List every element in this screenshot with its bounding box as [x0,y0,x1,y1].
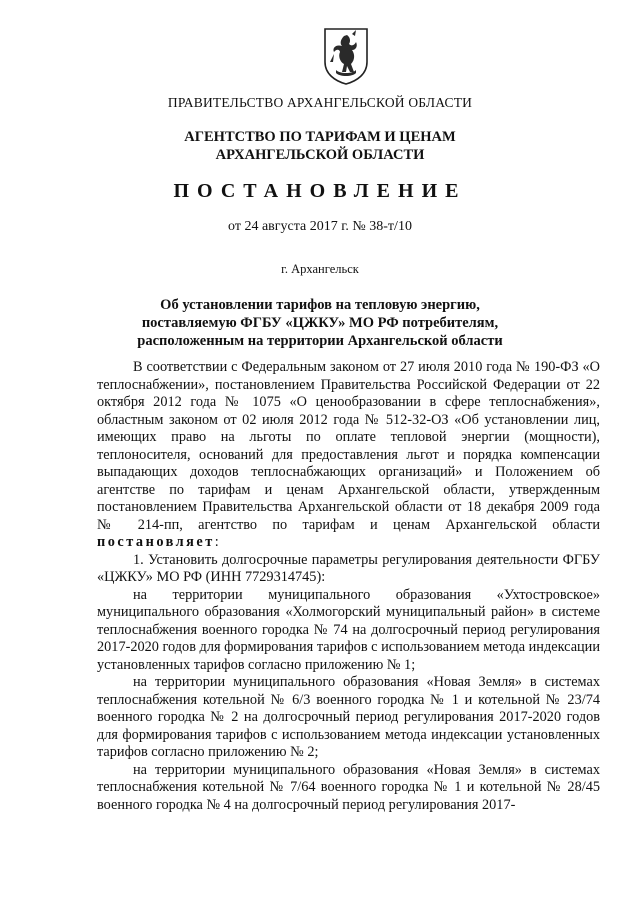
document-type: ПОСТАНОВЛЕНИЕ [173,180,467,202]
preamble-tail: : [214,534,219,550]
clause-1: 1. Установить долгосрочные параметры регулирования деятельности ФГБУ «ЦЖКУ» МО РФ (ИНН 7729314745): [97,551,600,585]
agency-name [0,128,640,164]
subject-line2: поставляемую ФГБУ «ЦЖКУ» МО РФ потребителям, [141,315,499,331]
subject-line3: расположенным на территории Архангельской области [137,333,503,349]
clause-1-item-2: на территории муниципального образования «Новая Земля» в системах теплоснабжения котельной № 6/3 военного городка № 1 и котельной № 23/74 военного городка № 2 на долгосрочный период регулирования 2017-2020 годов для формирования тарифов с использованием метода индексации установленных тарифов согласно приложению № 2; [97,674,600,760]
preamble-text: В соответствии с Федеральным законом от 27 июля 2010 года № 190-ФЗ «О теплоснабжении», постановлением Правительства Российской Федерации от 22 октября 2012 года № 1075 «О ценообразовании в сфере теплоснабжения», областным законом от 02 июля 2012 года № 512-32-ОЗ «Об установлении лиц, имеющих право на льготы по оплате тепловой энергии (мощности), теплоносителя, оснований для предоставления льгот и порядка компенсации выпадающих доходов теплоснабжающих организаций» и Положением об агентстве по тарифам и ценам Архангельской области, утвержденным постановлением Правительства Архангельской области от 18 декабря 2009 года № 214-пп, агентство по тарифам и ценам Архангельской области [97,359,600,533]
date-and-number: от 24 августа 2017 г. № 38-т/10 [228,219,412,234]
document-body [97,359,600,814]
clause-1-item-1: на территории муниципального образования «Ухтостровское» муниципального образования «Холмогорский муниципальный район» в системе теплоснабжения военного городка № 74 на долгосрочный период регулирования 2017-2020 годов для формирования тарифов с использованием метода индексации установленных тарифов согласно приложению № 1; [97,586,600,673]
resolves-word: постановляет [97,534,215,550]
subject-line1: Об установлении тарифов на тепловую энергию, [160,297,480,313]
clause-1-item-3: на территории муниципального образования «Новая Земля» в системах теплоснабжения котельной № 7/64 военного городка № 1 и котельной № 28/45 военного городка № 4 на долгосрочный период регулирования 2017- [97,761,600,813]
city: г. Архангельск [281,262,359,276]
agency-name-line2: АРХАНГЕЛЬСКОЙ ОБЛАСТИ [215,147,425,163]
coat-of-arms-icon [322,26,370,86]
agency-name-line1: АГЕНТСТВО ПО ТАРИФАМ И ЦЕНАМ [184,129,456,145]
government-name: ПРАВИТЕЛЬСТВО АРХАНГЕЛЬСКОЙ ОБЛАСТИ [167,95,473,110]
preamble-paragraph [97,359,600,552]
document-subject [0,296,640,350]
